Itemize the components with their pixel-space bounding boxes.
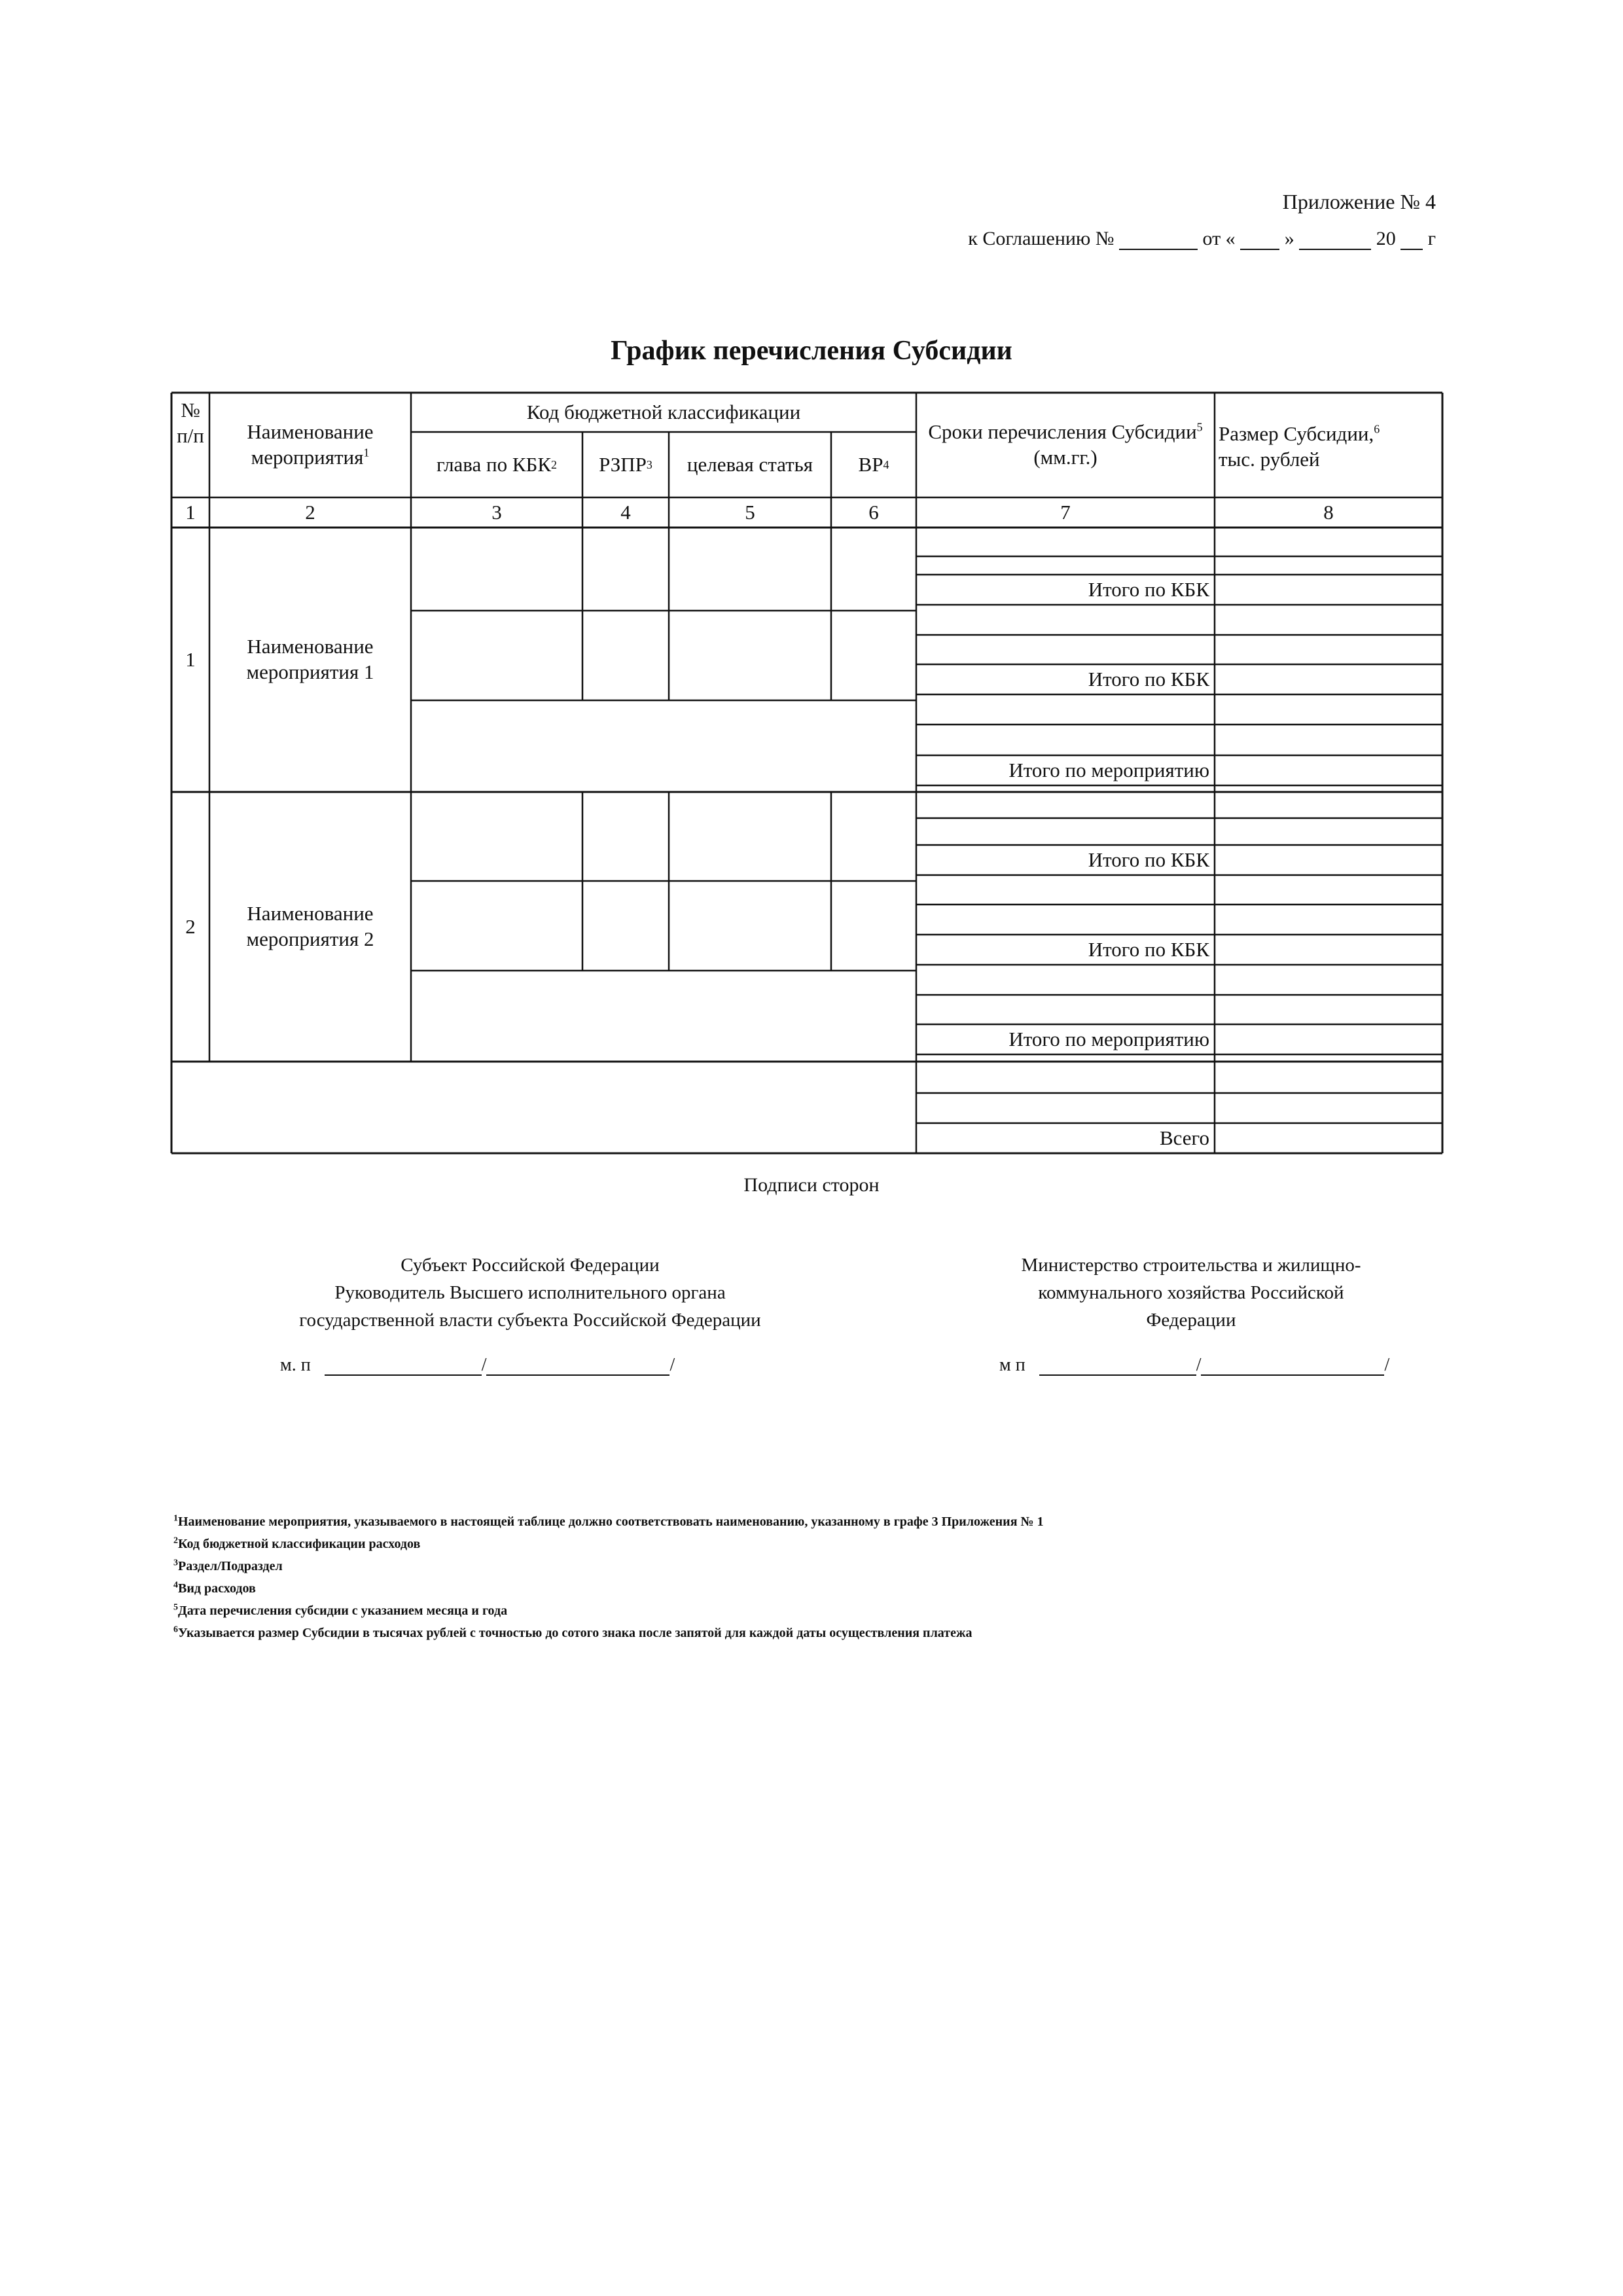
row-1-subtotal-kbk-1: Итого по КБК [1088,577,1209,601]
column-number-3: 3 [491,500,502,524]
left-party-block [236,1251,825,1334]
header-glava: глава по КБК 2 [411,432,582,497]
right-slash-2: / [1384,1355,1390,1375]
footnote-6 [173,1626,972,1641]
footnote-2-mark: 2 [173,1535,178,1546]
right-stamp-label: м п [999,1355,1026,1375]
right-slash-1: / [1196,1355,1202,1375]
footnote-5-mark: 5 [173,1602,178,1613]
footnote-2-text: Код бюджетной классификации расходов [178,1537,421,1551]
header-amount-label: Размер Субсидии, [1219,422,1374,446]
footnote-ref-5: 5 [1196,420,1203,434]
appendix-label: Приложение № 4 [1282,190,1436,213]
footnote-ref-1: 1 [363,446,370,459]
header-vr-label: ВР [858,452,883,476]
row-2-subtotal-kbk-2: Итого по КБК [1088,937,1209,961]
footnote-4-mark: 4 [173,1580,178,1590]
left-slash-1: / [481,1355,487,1375]
agreement-quote-close: » [1284,228,1294,249]
header-num [171,393,209,497]
header-terms-label: Сроки перечисления Субсидии [928,420,1197,444]
header-rzpr-label: РЗПР [599,452,647,476]
header-event-name-label: Наименование мероприятия [247,420,374,469]
header-rzpr: РЗПР 3 [582,432,669,497]
header-terms [916,393,1215,497]
footnote-4 [173,1581,256,1596]
left-party-line-2: Руководитель Высшего исполнительного органа [334,1282,726,1304]
column-number-7: 7 [1060,500,1071,524]
footnote-ref-6: 6 [1374,422,1380,436]
footnote-2 [173,1537,420,1552]
header-event-name [209,393,411,497]
header-num-label: № п/п [177,399,204,447]
header-glava-label: глава по КБК [436,452,552,476]
footnote-5-text: Дата перечисления субсидии с указанием месяца и года [178,1604,508,1618]
right-party-line-2: коммунального хозяйства Российской [1038,1282,1344,1304]
footnote-4-text: Вид расходов [178,1581,256,1596]
right-party-line-3: Федерации [1146,1310,1236,1331]
row-2-event-name: Наименование мероприятия 2 [246,902,374,950]
header-vr: ВР 4 [831,432,916,497]
footnote-1-mark: 1 [173,1513,178,1524]
column-number-6: 6 [868,500,879,524]
agreement-year-suffix: г [1427,228,1436,249]
agreement-year-prefix: 20 [1376,228,1396,249]
row-2-subtotal-kbk-1: Итого по КБК [1088,848,1209,871]
left-party-line-1: Субъект Российской Федерации [401,1255,660,1276]
header-terms-unit: (мм.гг.) [1033,446,1097,469]
left-slash-2: / [669,1355,675,1375]
column-number-1: 1 [185,500,196,524]
column-number-5: 5 [745,500,755,524]
row-1-num: 1 [185,647,196,671]
column-number-2: 2 [305,500,315,524]
footnote-6-mark: 6 [173,1624,178,1635]
footnote-1-text: Наименование мероприятия, указываемого в настоящей таблице должно соответствовать наименованию, указанному в графе 3 Приложения № 1 [178,1515,1044,1529]
row-2-num: 2 [185,914,196,938]
signatures-title: Подписи сторон [743,1174,880,1196]
left-name-blank [486,1357,669,1376]
agreement-prefix: к Соглашению № [968,228,1115,249]
footnote-6-text: Указывается размер Субсидии в тысячах рублей с точностью до сотого знака после запятой для каждой даты осуществления платежа [178,1626,972,1640]
right-party-block [942,1251,1440,1334]
column-number-4: 4 [620,500,631,524]
row-1-subtotal-event: Итого по мероприятию [1008,758,1209,781]
row-1-event-name: Наименование мероприятия 1 [246,635,374,683]
header-kbk: Код бюджетной классификации [526,400,801,423]
column-number-8: 8 [1323,500,1334,524]
footnote-3 [173,1559,283,1574]
header-target-article: целевая статья [687,452,813,476]
right-signature-line [999,1355,1389,1376]
right-name-blank [1201,1357,1384,1376]
document-title: График перечисления Субсидии [611,336,1012,366]
left-signature-line [280,1355,675,1376]
left-party-line-3: государственной власти субъекта Российской Федерации [299,1310,761,1331]
row-1-subtotal-kbk-2: Итого по КБК [1088,667,1209,691]
agreement-from: от « [1202,228,1236,249]
footnote-3-text: Раздел/Подраздел [178,1559,283,1573]
row-2-subtotal-event: Итого по мероприятию [1008,1027,1209,1050]
footnote-3-mark: 3 [173,1558,178,1568]
footnote-5 [173,1604,507,1619]
footnote-1 [173,1515,1044,1530]
left-signature-blank [325,1357,482,1376]
right-signature-blank [1039,1357,1196,1376]
right-party-line-1: Министерство строительства и жилищно- [1021,1255,1361,1276]
left-stamp-label: м. п [280,1355,311,1375]
header-amount-unit: тыс. рублей [1219,448,1320,471]
grand-total-label: Всего [1159,1126,1209,1149]
header-amount [1215,393,1442,497]
